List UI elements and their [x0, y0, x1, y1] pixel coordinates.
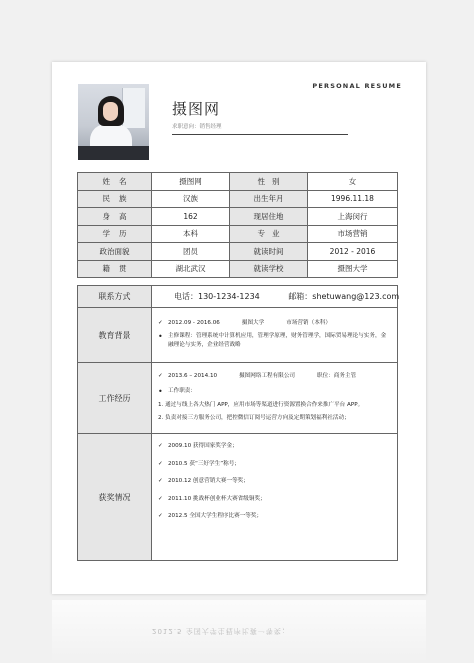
- profile-photo: [78, 84, 149, 160]
- check-icon: ✓: [158, 443, 163, 449]
- awards-row: [78, 434, 398, 561]
- info-row: [78, 243, 398, 261]
- info-row: [78, 260, 398, 278]
- check-icon: ✓: [158, 373, 163, 380]
- phone-text: 电话：130-1234-1234: [174, 292, 260, 301]
- education-label: 教育背景: [78, 308, 152, 363]
- basic-info-table: [77, 172, 398, 278]
- award-item: 2011.10 挑战杯创业杯大赛省级铜奖；: [168, 495, 266, 502]
- name-divider: [172, 134, 348, 135]
- work-position: 职位：商务主管: [317, 373, 357, 380]
- reflection-text: 2012.5 全国大学生程序比赛一等奖；: [152, 627, 290, 635]
- education-row: [78, 308, 398, 363]
- work-duty-1: 1. 通过与线上各大热门 APP，应用市场等渠道进行资源置换合作来推广平台 APP。: [158, 401, 364, 408]
- info-value: 摄图大学: [308, 260, 398, 278]
- info-value: 汉族: [152, 190, 230, 208]
- info-row: [78, 173, 398, 191]
- info-row: [78, 190, 398, 208]
- work-company: 摄图网络工程有限公司: [239, 373, 296, 380]
- info-row: [78, 208, 398, 226]
- info-label: 民族: [78, 190, 152, 208]
- info-label: 出生年月: [230, 190, 308, 208]
- work-duty-2: 2. 负责对接三方服务公司，把控微信订阅号运营方向及定期策划福利社活动；: [158, 415, 350, 422]
- info-row: [78, 225, 398, 243]
- info-value: 女: [308, 173, 398, 191]
- check-icon: ✓: [158, 495, 163, 502]
- bullet-icon: •: [158, 331, 163, 341]
- work-duty-title: 工作职责：: [168, 387, 196, 394]
- info-label: 姓名: [78, 173, 152, 191]
- check-icon: ✓: [158, 513, 163, 520]
- award-item: 2010.12 创意营销大赛一等奖；: [168, 478, 249, 485]
- info-label: 籍贯: [78, 260, 152, 278]
- info-value: 162: [152, 208, 230, 226]
- info-value: 2012 - 2016: [308, 243, 398, 261]
- info-label: 身高: [78, 208, 152, 226]
- edu-period: 2012.09 - 2016.06: [168, 320, 220, 327]
- edu-major: 市场营销（本科）: [286, 320, 331, 327]
- info-label: 学历: [78, 225, 152, 243]
- info-value: 团员: [152, 243, 230, 261]
- work-period: 2013.6 – 2014.10: [168, 373, 218, 380]
- resume-page: [52, 62, 426, 594]
- contact-label: 联系方式: [78, 286, 152, 308]
- info-value: 本科: [152, 225, 230, 243]
- info-value: 湖北武汉: [152, 260, 230, 278]
- bullet-icon: •: [158, 386, 163, 396]
- awards-label: 获奖情况: [78, 434, 152, 561]
- contact-row: [78, 286, 398, 308]
- page-reflection: [52, 600, 426, 663]
- info-value: 上海闵行: [308, 208, 398, 226]
- award-item: 2009.10 获得国家奖学金；: [168, 443, 238, 449]
- award-item: 2010.5 获“三好学生”称号；: [168, 460, 240, 467]
- detail-table: [77, 285, 398, 561]
- award-item: 2012.5 全国大学生程序比赛一等奖；: [168, 513, 263, 520]
- info-label: 就读学校: [230, 260, 308, 278]
- info-label: 性别: [230, 173, 308, 191]
- info-label: 现居住地: [230, 208, 308, 226]
- job-intent: 求职意向：销售经理: [172, 124, 222, 130]
- work-row: [78, 363, 398, 434]
- info-value: 市场营销: [308, 225, 398, 243]
- check-icon: ✓: [158, 478, 163, 485]
- info-label: 政治面貌: [78, 243, 152, 261]
- work-label: 工作经历: [78, 363, 152, 434]
- edu-school: 摄图大学: [241, 320, 265, 327]
- info-value: 1996.11.18: [308, 190, 398, 208]
- check-icon: ✓: [158, 460, 163, 467]
- check-icon: ✓: [158, 320, 163, 327]
- info-label: 就读时间: [230, 243, 308, 261]
- edu-courses: 主修课程：管理系统中计算机应用，管理学原理，财务管理学，国际贸易理论与实务，金融理论与实务，企业经营战略: [168, 332, 387, 349]
- info-value: 摄图网: [152, 173, 230, 191]
- email-text: 邮箱：shetuwang@123.com: [288, 292, 400, 301]
- resume-label: PERSONAL RESUME: [312, 82, 402, 90]
- info-label: 专业: [230, 225, 308, 243]
- applicant-name: 摄图网: [172, 100, 221, 118]
